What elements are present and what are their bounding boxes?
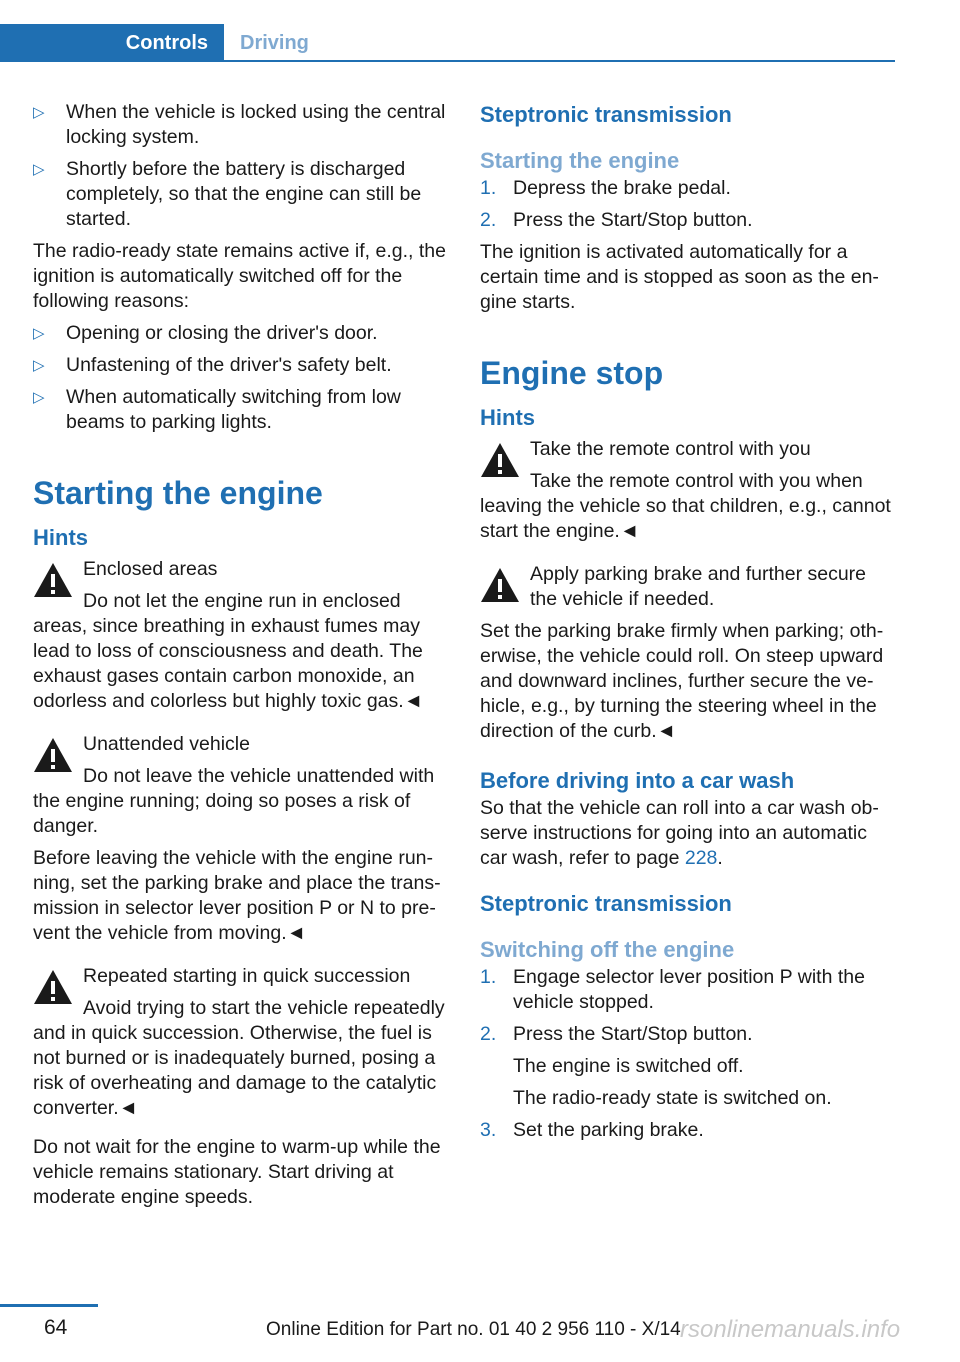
subsection-title: Before driving into a car wash	[480, 768, 795, 793]
step-text: Press the Start/Stop button.	[513, 1023, 753, 1045]
header-bar	[0, 0, 960, 64]
list-item	[480, 1118, 898, 1143]
left-column	[33, 100, 453, 1217]
subsection-title: Steptronic transmission	[480, 102, 732, 127]
paragraph: So that the vehicle can roll into a car wash observe instructions for going into an automatic car wash, refer to page 228.	[480, 797, 879, 869]
list-item-text: When the vehicle is locked using the central locking system.	[66, 101, 446, 148]
bullet-icon: ▷	[33, 104, 45, 121]
bullet-icon: ▷	[33, 389, 45, 406]
page-number: 64	[44, 1316, 68, 1339]
page-link[interactable]: 228	[684, 847, 718, 869]
section-title: Engine stop	[480, 355, 664, 391]
subsection-title: Hints	[480, 405, 535, 430]
step-number: 2.	[480, 1023, 497, 1045]
warning-title: Enclosed areas	[83, 558, 218, 580]
tab-controls[interactable]: Controls	[0, 24, 224, 62]
step-text: Set the parking brake.	[513, 1119, 704, 1141]
warning-triangle-icon	[33, 968, 73, 1006]
warning-body: Do not let the engine run in enclosed areas, since breathing in exhaust fumes may lead to loss of consciousness and death. The exhaust gases contain carbon monoxide, an odorless and colorless but highly toxic gas.◄	[33, 590, 423, 712]
warning-triangle-icon	[480, 441, 520, 479]
list-item	[33, 157, 453, 232]
warning-body: Take the remote control with you when leaving the vehicle so that children, e.g., cannot start the engine.◄	[480, 470, 891, 542]
list-item	[33, 321, 453, 346]
bullet-icon: ▷	[33, 161, 45, 178]
list-item	[480, 1022, 898, 1047]
list-item	[33, 353, 453, 378]
warning-body: Do not leave the vehicle unattended with the engine running; doing so poses a risk of danger.	[33, 765, 435, 837]
list-item-text: Opening or closing the driver's door.	[66, 322, 378, 344]
step-number: 1.	[480, 177, 497, 199]
warning-triangle-icon	[480, 566, 520, 604]
warning-triangle-icon	[33, 561, 73, 599]
list-item	[480, 208, 898, 233]
list-item-text: When automatically switching from low beams to parking lights.	[66, 386, 401, 433]
paragraph: The radio-ready state remains active if, e.g., the ignition is automatically switched off for the following reasons:	[33, 240, 446, 312]
subsubsection-title: Starting the engine	[480, 148, 680, 173]
step-text: Press the Start/Stop button.	[513, 209, 753, 231]
paragraph: Before leaving the vehicle with the engine running, set the parking brake and place the transmission in selector lever position P or N to prevent the vehicle from moving.◄	[33, 847, 441, 944]
list-item-text: Shortly before the battery is discharged completely, so that the engine can still be started.	[66, 158, 422, 230]
warning-block	[33, 732, 453, 839]
warning-block	[480, 562, 898, 612]
warning-title: Unattended vehicle	[83, 733, 250, 755]
list-item	[480, 176, 898, 201]
right-column	[480, 100, 898, 1150]
section-title: Starting the engine	[33, 475, 323, 511]
watermark: rsonlinemanuals.info	[680, 1316, 901, 1343]
subsubsection-title: Switching off the engine	[480, 937, 735, 962]
warning-block	[480, 437, 898, 544]
footer-divider	[0, 1304, 98, 1307]
subsection-title: Steptronic transmission	[480, 891, 732, 916]
warning-title: Repeated starting in quick succession	[83, 965, 411, 987]
step-number: 1.	[480, 966, 497, 988]
header-divider	[0, 60, 895, 62]
tab-driving[interactable]: Driving	[240, 31, 309, 54]
warning-triangle-icon	[33, 736, 73, 774]
warning-block	[33, 964, 453, 1121]
step-result: The radio-ready state is switched on.	[513, 1087, 832, 1109]
step-number: 2.	[480, 209, 497, 231]
paragraph: Set the parking brake firmly when parking; otherwise, the vehicle could roll. On steep upward and downward inclines, further secure the vehicle, e.g., by turning the steering wheel in the direction of the curb.◄	[480, 620, 884, 742]
warning-body: Avoid trying to start the vehicle repeatedly and in quick succession. Otherwise, the fuel is not burned or is inadequately burned, posing a risk of overheating and damage to the catalytic converter.◄	[33, 997, 445, 1119]
list-item	[33, 100, 453, 150]
subsection-title: Hints	[33, 525, 88, 550]
bullet-icon: ▷	[33, 325, 45, 342]
list-item	[480, 965, 898, 1015]
list-item-text: Unfastening of the driver's safety belt.	[66, 354, 392, 376]
edition-info: Online Edition for Part no. 01 40 2 956 110 - X/14	[266, 1319, 681, 1340]
warning-title: Apply parking brake and further secure the vehicle if needed.	[530, 563, 867, 610]
warning-block	[33, 557, 453, 714]
step-text: Engage selector lever position P with the vehicle stopped.	[513, 966, 865, 1013]
bullet-icon: ▷	[33, 357, 45, 374]
step-result: The engine is switched off.	[513, 1055, 744, 1077]
list-item	[33, 385, 453, 435]
warning-title: Take the remote control with you	[530, 438, 811, 460]
paragraph: Do not wait for the engine to warm-up while the vehicle remains stationary. Start driving at moderate engine speeds.	[33, 1136, 441, 1208]
step-text: Depress the brake pedal.	[513, 177, 731, 199]
step-number: 3.	[480, 1119, 497, 1141]
paragraph: The ignition is activated automatically for a certain time and is stopped as soon as the engine starts.	[480, 241, 879, 313]
